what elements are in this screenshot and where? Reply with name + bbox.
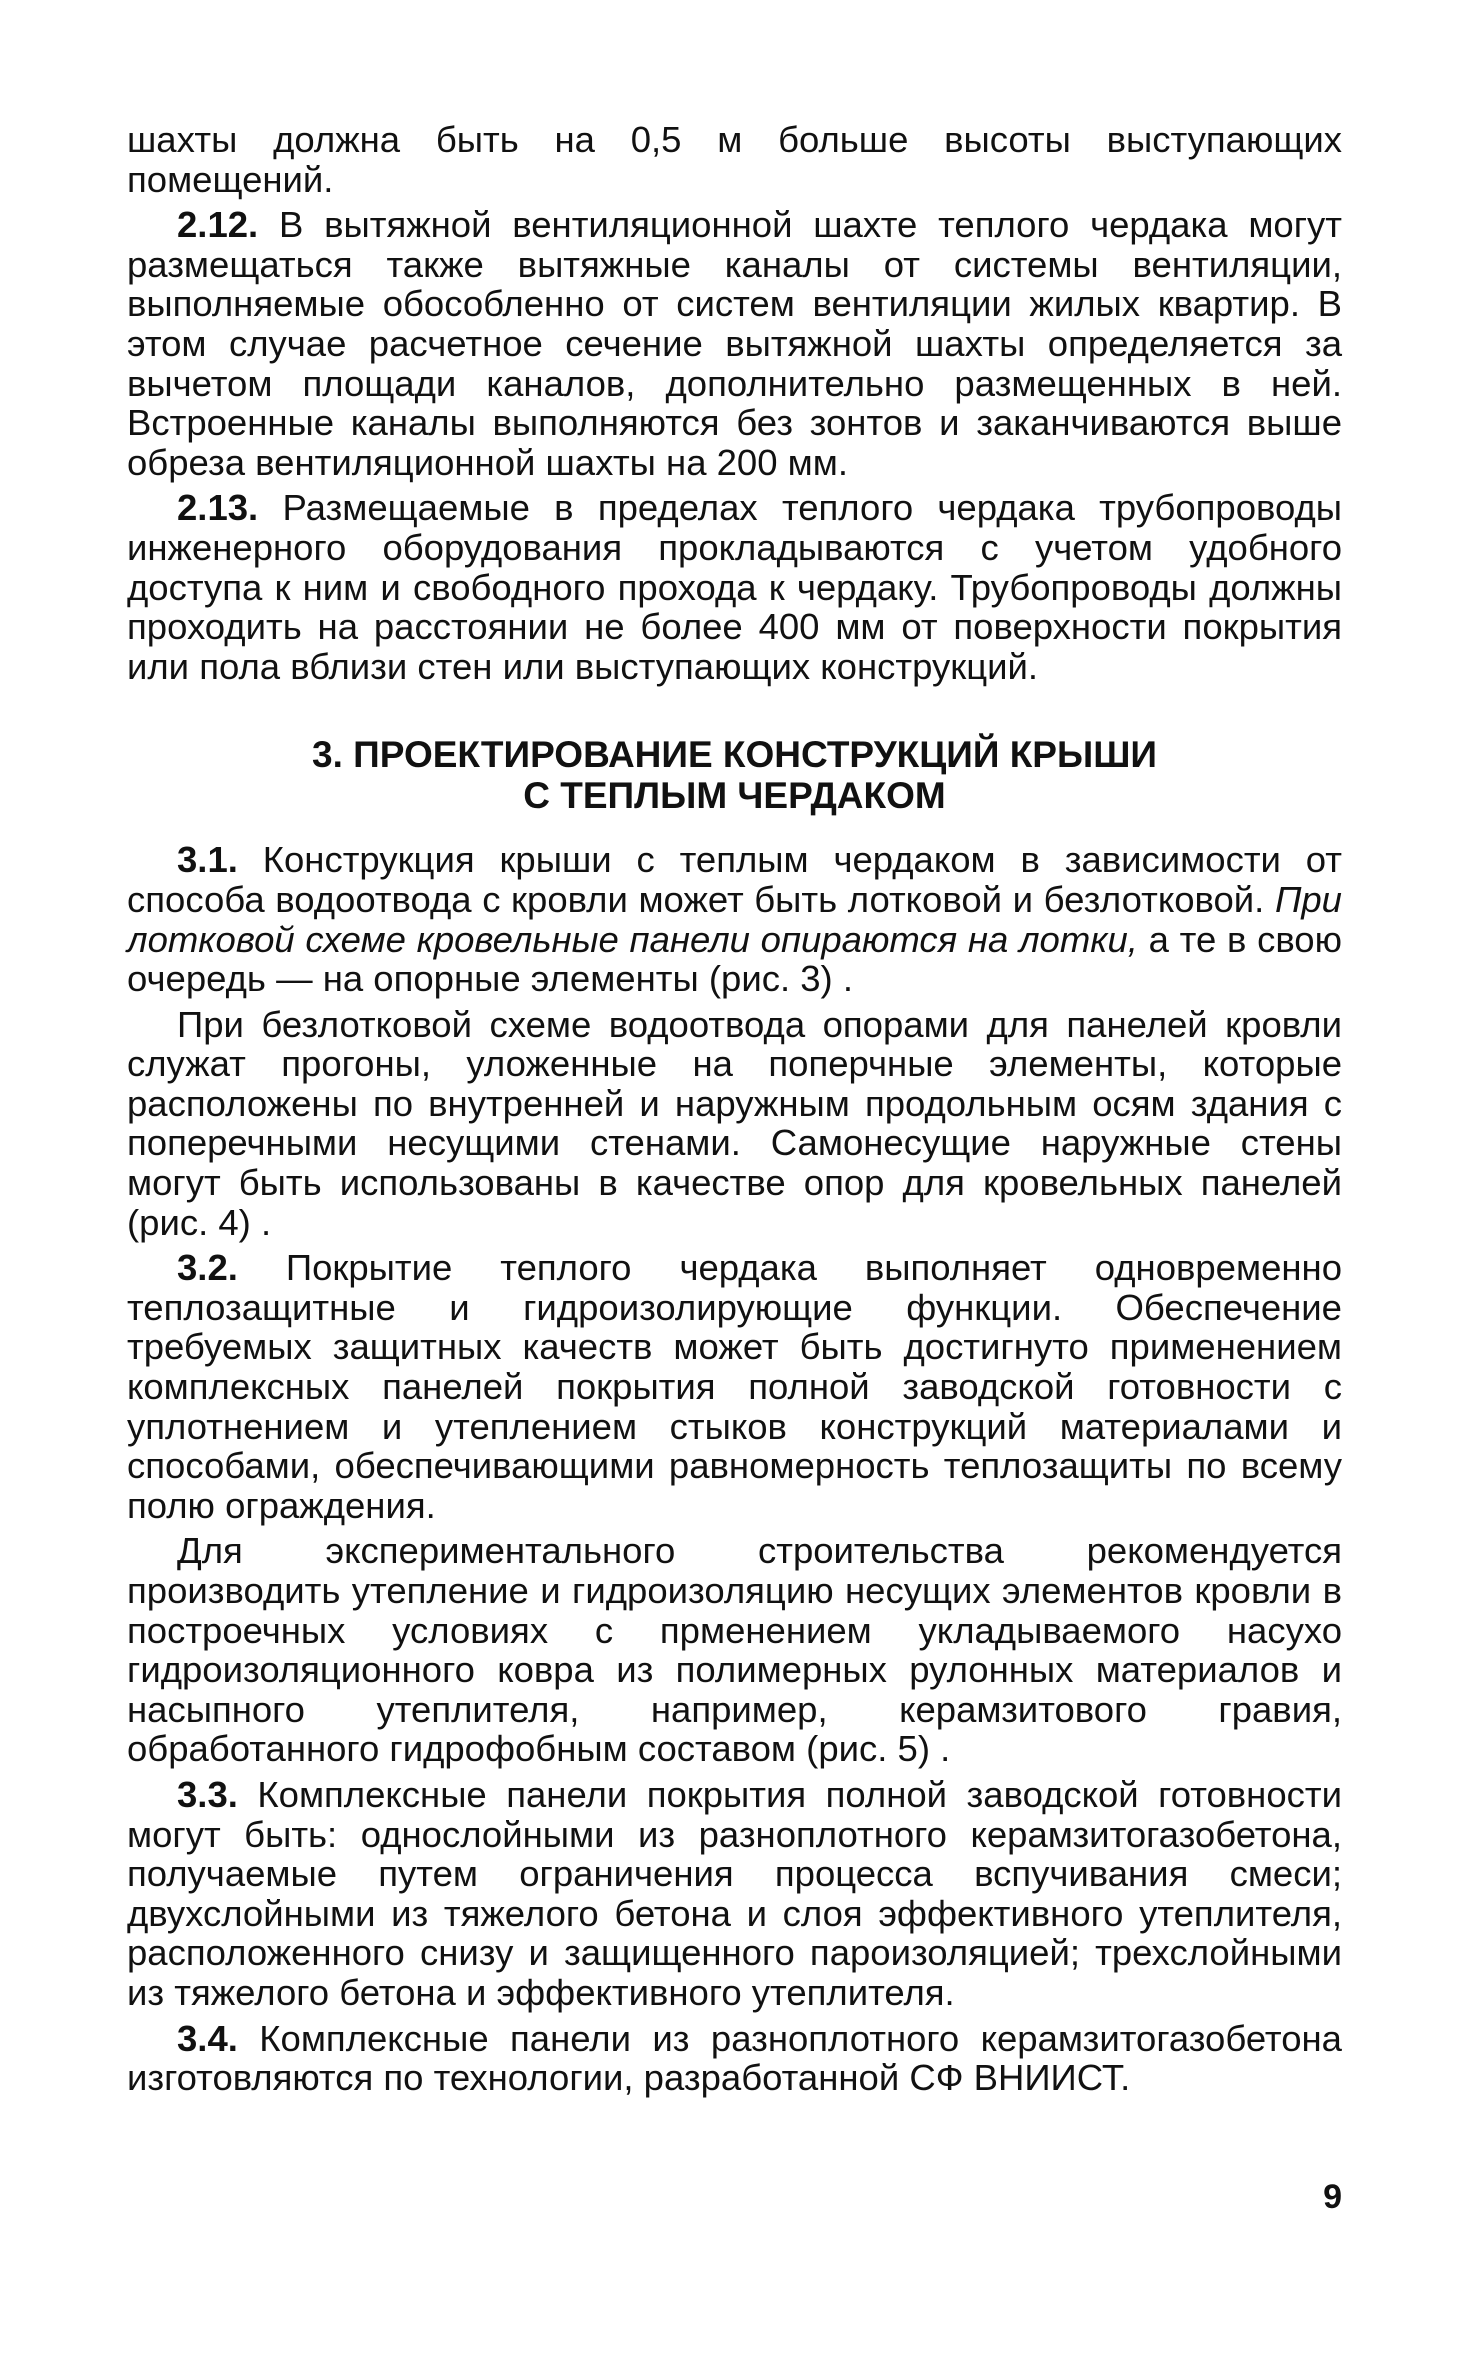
paragraph-3-3 bbox=[127, 1775, 1342, 2013]
paragraph-italic-text: При лотковой схеме кровельные панели опираются на лотки, bbox=[127, 878, 1342, 960]
paragraph-continuation: шахты должна быть на 0,5 м больше высоты выступающих помещений. bbox=[127, 119, 1342, 200]
clause-number: 3.1. bbox=[177, 839, 238, 881]
paragraph-text: Комплексные панели покрытия полной заводской готовности могут быть: однослойными из разноплотного керамзитогазобетона, получаемые путем ограничения процесса вспучивания смеси; двухслойными из тяжелого бетона и слоя эффективного утеплителя, расположенного снизу и защищенного пароизоляцией; трехслойными из тяжелого бетона и эффективного утеплителя. bbox=[127, 1773, 1342, 2013]
paragraph-3-1-cont: При безлотковой схеме водоотвода опорами для панелей кровли служат прогоны, уложенные на поперчные элементы, которые расположены по внутренней и наружным продольным осям здания с поперечными несущими стенами. Самонесущие наружные стены могут быть использованы в качестве опор для кровельных панелей (рис. 4) . bbox=[127, 1003, 1342, 1243]
paragraph-3-1 bbox=[127, 840, 1342, 998]
paragraph-text: Конструкция крыши с теплым чердаком в зависимости от способа водоотвода с кровли может быть лотковой и безлотковой. bbox=[127, 839, 1342, 920]
clause-number: 2.13. bbox=[177, 487, 259, 529]
paragraph-3-2-cont: Для экспериментального строительства рекомендуется производить утепление и гидроизоляцию несущих элементов кровли в построечных условиях с прменением укладываемого насухо гидроизоляционного ковра из полимерных рулонных материалов и насыпного утеплителя, например, керамзитового гравия, обработанного гидрофобным составом (рис. 5) . bbox=[127, 1530, 1342, 1770]
paragraph-text: Покрытие теплого чердака выполняет одновременно теплозащитные и гидроизолирующие функции. Обеспечение требуемых защитных качеств может быть достигнуто применением комплексных панелей покрытия полной заводской готовности с уплотнением и утеплением стыков конструкций материалами и способами, обеспечивающими равномерность теплозащиты по всему полю ограждения. bbox=[127, 1247, 1342, 1526]
section-heading bbox=[127, 734, 1342, 816]
paragraph-text-tail: а те в свою очередь — на опорные элементы (рис. 3) . bbox=[127, 918, 1342, 1000]
clause-number: 3.3. bbox=[177, 1773, 238, 1815]
paragraph-text: Размещаемые в пределах теплого чердака трубопроводы инженерного оборудования прокладываются с учетом удобного доступа к ним и свободного прохода к чердаку. Трубопроводы должны проходить на расстоянии не более 400 мм от поверхности покрытия или пола вблизи стен или выступающих конструкций. bbox=[127, 487, 1342, 687]
clause-number: 3.4. bbox=[177, 2017, 238, 2059]
section-heading-line-2: С ТЕПЛЫМ ЧЕРДАКОМ bbox=[523, 775, 946, 817]
paragraph-3-2 bbox=[127, 1248, 1342, 1525]
section-heading-line-1: 3. ПРОЕКТИРОВАНИЕ КОНСТРУКЦИЙ КРЫШИ bbox=[312, 734, 1157, 776]
clause-number: 3.2. bbox=[177, 1247, 238, 1289]
page-number: 9 bbox=[1323, 2178, 1342, 2216]
paragraph-text: В вытяжной вентиляционной шахте теплого чердака могут размещаться также вытяжные каналы от системы вентиляции, выполняемые обособленно от систем вентиляции жилых квартир. В этом случае расчетное сечение вытяжной шахты определяется за вычетом площади каналов, дополнительно размещенных в ней. Встроенные каналы выполняются без зонтов и заканчиваются выше обреза вентиляционной шахты на 200 мм. bbox=[127, 204, 1342, 483]
paragraph-2-13 bbox=[127, 488, 1342, 686]
paragraph-2-12 bbox=[127, 205, 1342, 482]
paragraph-3-4 bbox=[127, 2019, 1342, 2098]
clause-number: 2.12. bbox=[177, 204, 259, 246]
paragraph-text: Комплексные панели из разноплотного керамзитогазобетона изготовляются по технологии, разработанной СФ ВНИИСТ. bbox=[127, 2017, 1342, 2099]
page-body bbox=[127, 120, 1342, 2104]
